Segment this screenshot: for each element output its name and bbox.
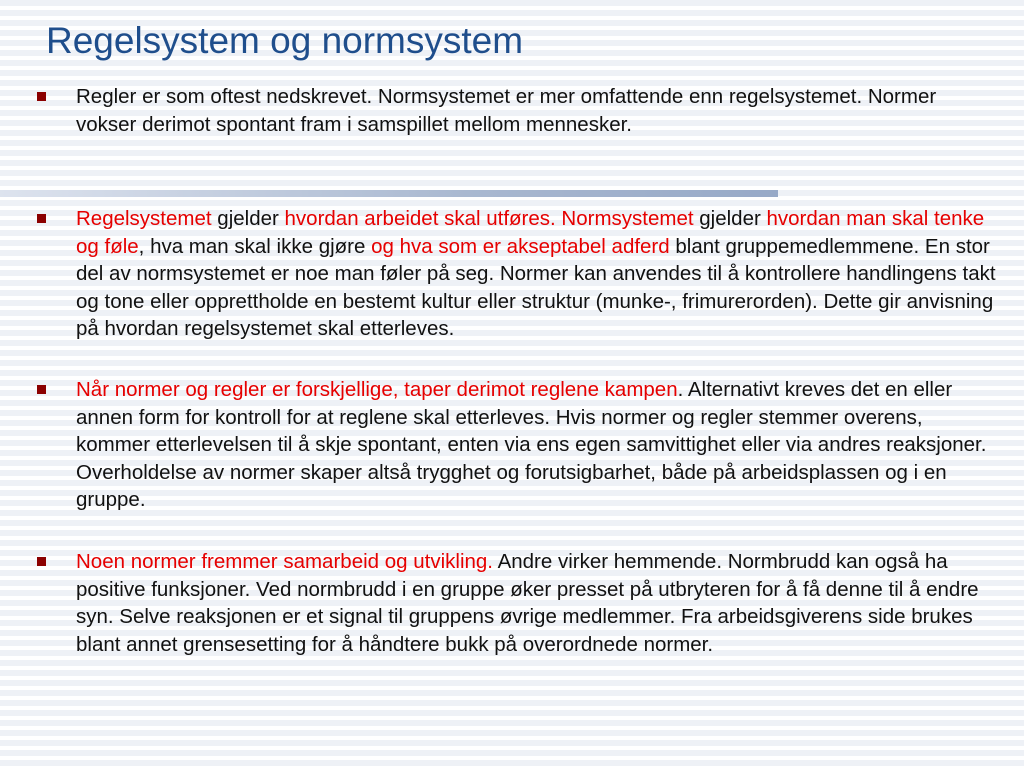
bullet-item [37,83,997,138]
text-segment: gjelder [211,207,285,230]
highlight-text: og hva som er akseptabel adferd [371,234,670,258]
bullet-text [76,83,997,138]
text-segment: Regler er som oftest nedskrevet. Normsystemet er mer omfattende enn regelsystemet. Normer vokser derimot spontant fram i samspillet mellom mennesker. [76,85,937,136]
slide-title: Regelsystem og normsystem [46,20,524,61]
highlight-text: hvordan man skal tenke og føle [76,207,985,258]
text-segment: Andre virker hemmende. Normbrudd kan også ha positive funksjoner. Ved normbrudd i en gruppe øker presset på utbryteren for å få denne til å endre syn. Selve reaksjonen er et signal til gruppens øvrige medlemmer. Fra arbeidsgiverens side brukes blant annet grensesetting for å håndtere bukk på overordnede normer. [76,550,979,656]
square-bullet-icon [37,385,46,394]
bullet-text [76,376,997,514]
bullet-item [37,376,997,514]
highlight-text: Regelsystemet [76,207,212,230]
bullet-item [37,205,997,343]
text-segment: . Alternativt kreves det en eller annen form for kontroll for at reglene skal etterleves. Hvis normer og regler stemmer overens, kommer etterlevelsen til å skje spontant, enten via ens egen samvittighet eller via andres reaksjoner. Overholdelse av normer skaper altså trygghet og forutsigbarhet, både på arbeidsplassen og i en gruppe. [76,378,987,512]
square-bullet-icon [37,92,46,101]
text-segment: gjelder [693,207,767,230]
horizontal-divider [0,190,778,197]
text-segment: blant gruppemedlemmene. En stor del av normsystemet er noe man føler på seg. Normer kan anvendes til å kontrollere handlingens takt og tone eller opprettholde en bestemt kultur eller struktur (munke-, frimurerorden). Dette gir anvisning på hvordan regelsystemet skal etterleves. [76,234,996,341]
highlight-text: hvordan arbeidet skal utføres. Normsystemet [284,207,694,230]
text-segment: , hva man skal ikke gjøre [138,234,372,258]
highlight-text: Når normer og regler er forskjellige, taper derimot reglene kampen [76,378,678,401]
square-bullet-icon [37,214,46,223]
bullet-text [76,548,997,658]
highlight-text: Noen normer fremmer samarbeid og utvikling. [76,550,493,573]
square-bullet-icon [37,557,46,566]
bullet-text [76,205,997,343]
bullet-item [37,548,997,658]
